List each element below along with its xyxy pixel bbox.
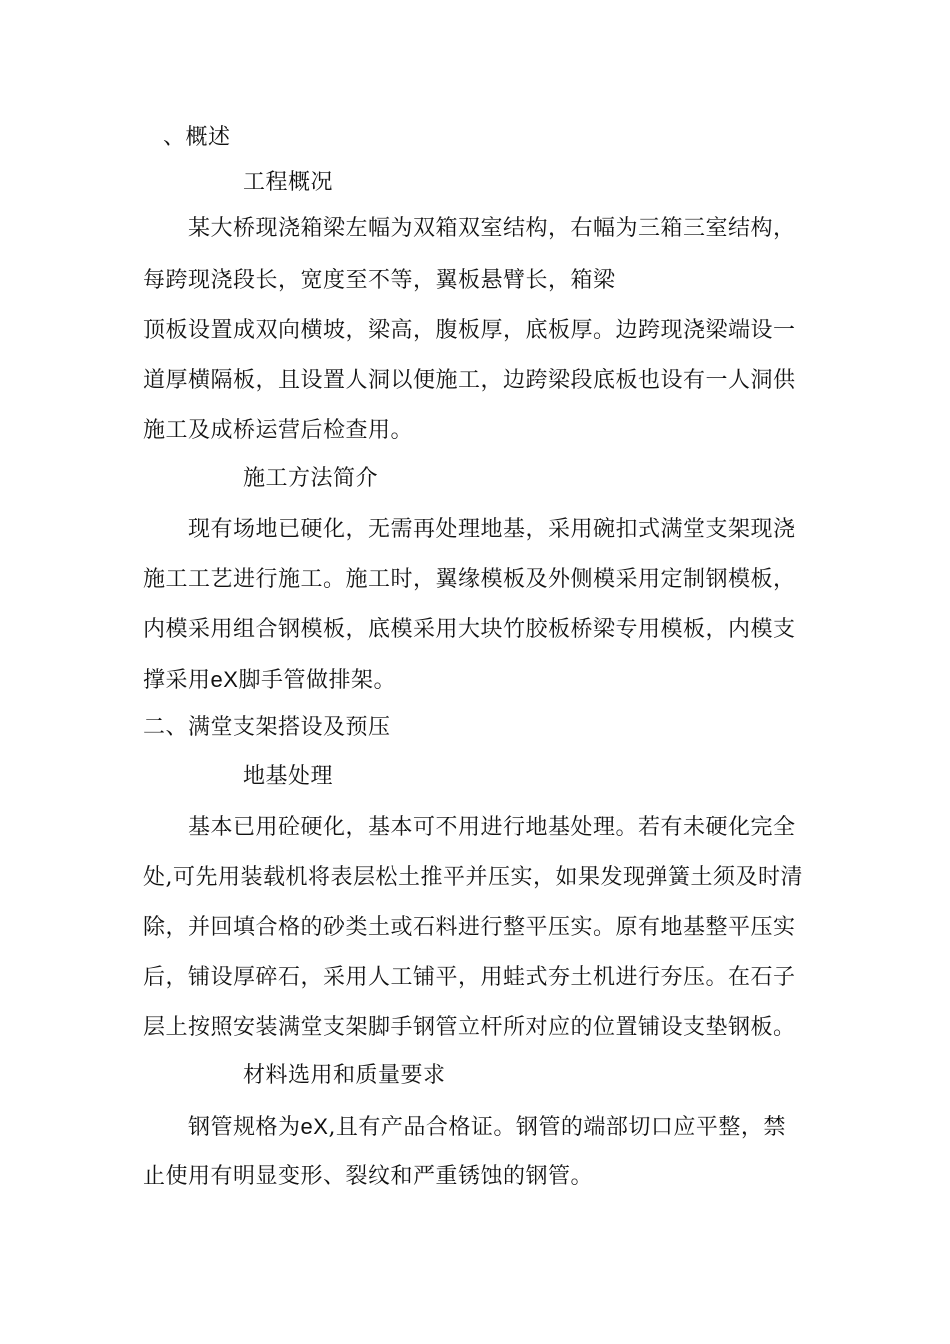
section-heading-overview: 、概述 xyxy=(163,125,231,150)
text-segment-latin: eX xyxy=(210,667,239,692)
section-heading-scaffolding: 二、满堂支架搭设及预压 xyxy=(143,715,391,740)
paragraph-line: 除，并回填合格的砂类土或石料进行整平压实。原有地基整平压实 xyxy=(143,915,796,940)
paragraph-line: 某大桥现浇箱梁左幅为双箱双室结构，右幅为三箱三室结构， xyxy=(188,216,796,241)
paragraph-line: 后，铺设厚碎石，采用人工铺平，用蛙式夯土机进行夯压。在石子 xyxy=(143,965,796,990)
paragraph-line: 止使用有明显变形、裂纹和严重锈蚀的钢管。 xyxy=(143,1164,594,1189)
paragraph-line: 处,可先用装载机将表层松土推平并压实，如果发现弹簧土须及时清 xyxy=(143,865,803,890)
subheading-materials: 材料选用和质量要求 xyxy=(243,1063,446,1088)
paragraph-line: 现有场地已硬化，无需再处理地基，采用碗扣式满堂支架现浇 xyxy=(188,517,796,542)
paragraph-line: 基本已用砼硬化，基本可不用进行地基处理。若有未硬化完全 xyxy=(188,815,796,840)
paragraph-line xyxy=(143,665,396,696)
paragraph-line: 内模采用组合钢模板，底模采用大块竹胶板桥梁专用模板，内模支 xyxy=(143,617,796,642)
paragraph-line: 层上按照安装满堂支架脚手钢管立杆所对应的位置铺设支垫钢板。 xyxy=(143,1015,796,1040)
text-segment: 撑采用 xyxy=(143,668,211,693)
paragraph-line: 每跨现浇段长，宽度至不等，翼板悬臂长，箱梁 xyxy=(143,268,616,293)
paragraph-line: 施工工艺进行施工。施工时，翼缘模板及外侧模采用定制钢模板， xyxy=(143,567,796,592)
paragraph-line: 施工及成桥运营后检查用。 xyxy=(143,418,414,443)
paragraph-line: 道厚横隔板，且设置人洞以便施工，边跨梁段底板也设有一人洞供 xyxy=(143,368,796,393)
text-segment: 脚手管做排架。 xyxy=(238,668,396,693)
subheading-construction-method: 施工方法简介 xyxy=(243,466,379,491)
text-segment: 钢管规格为 xyxy=(188,1115,301,1140)
paragraph-line xyxy=(188,1112,786,1143)
text-segment-latin: eX xyxy=(300,1114,329,1139)
subheading-project-overview: 工程概况 xyxy=(243,170,334,195)
text-segment: ,且有产品合格证。钢管的端部切口应平整，禁 xyxy=(328,1115,786,1140)
subheading-foundation: 地基处理 xyxy=(243,764,334,789)
paragraph-line: 顶板设置成双向横坡，梁高，腹板厚，底板厚。边跨现浇梁端设一 xyxy=(143,318,796,343)
